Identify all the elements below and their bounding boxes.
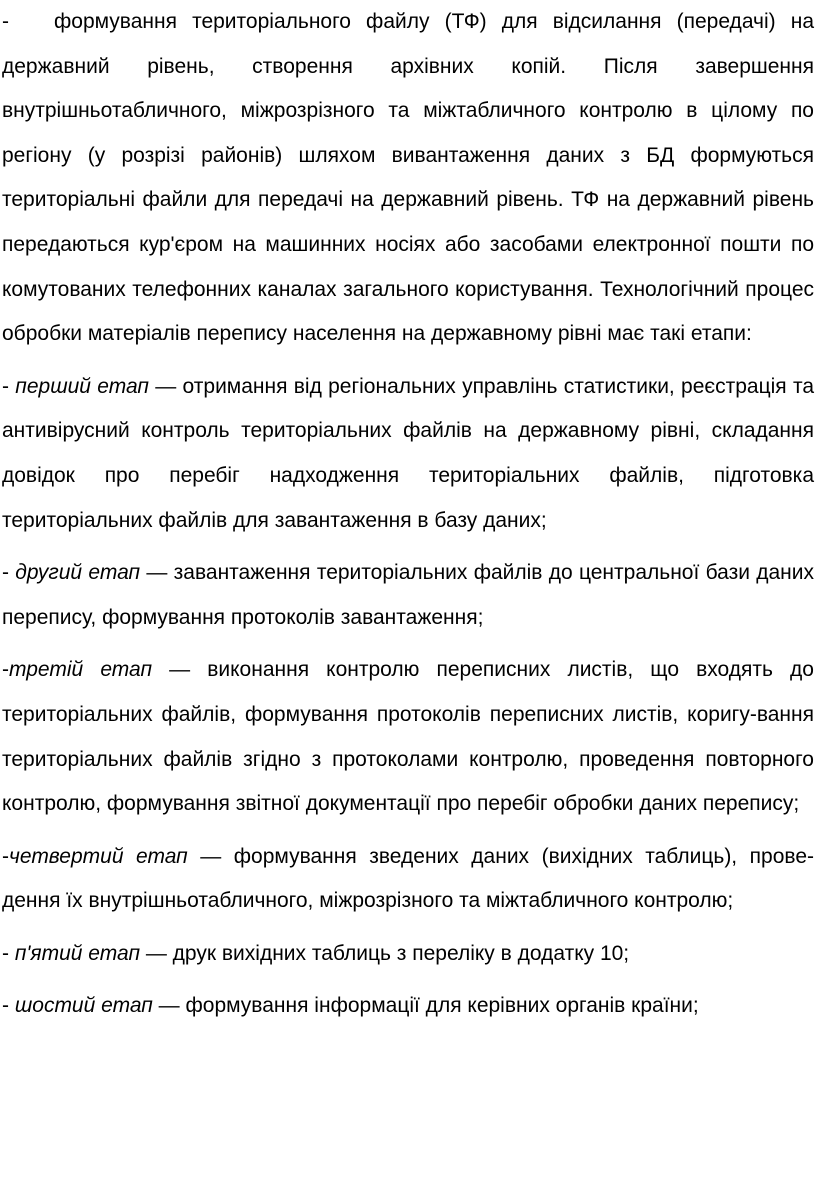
stage-item-3 [2,648,814,826]
stage-name: четвертий етап [9,844,188,868]
stage-text: — формування інформації для керівних органів країни; [152,994,699,1018]
stage-text: — отримання від регіональних управлінь статистики, реєстрація та антивірусний контроль територіальних файлів на державному рівні, складання довідок про перебіг надходження територіальних файлів, підготовка територіальних файлів для завантаження в базу даних; [2,374,815,532]
document-page [2,0,814,1029]
stage-item-4 [2,835,814,924]
stage-name: шостий етап [14,994,153,1018]
stage-name: перший етап [15,374,149,398]
stage-item-2 [2,551,814,640]
stage-prefix: - [2,941,15,965]
stage-text: — формування зведених даних (вихідних таблиць), прове-дення їх внутрішньотабличного, міжрозрізного та міжтабличного контролю; [2,844,814,913]
stage-text: — виконання контролю переписних листів, що входять до територіальних файлів, формування протоколів переписних листів, коригу-вання територіальних файлів згідно з протоколами контролю, проведення повторного контролю, формування звітної документації про перебіг обробки даних перепису; [2,658,814,816]
stage-name: другий етап [15,561,141,585]
stage-prefix: - [2,844,9,868]
stage-text: — друк вихідних таблиць з переліку в додатку 10; [140,941,630,965]
stage-prefix: - [2,561,16,585]
stage-item-5 [2,932,814,977]
stage-prefix: - [2,994,15,1018]
stage-name: третій етап [9,658,153,682]
stage-prefix: - [2,374,16,398]
stage-name: п'ятий етап [14,941,140,965]
list-dash: - [2,10,9,33]
stage-prefix: - [2,658,9,682]
intro-text: формування територіального файлу (ТФ) для відсилання (передачі) на державний рівень, створення архівних копій. Після завершення внутрішньотабличного, міжрозрізного та міжтабличного контролю в цілому по регіону (у розрізі районів) шляхом вивантаження даних з БД формуються територіальні файли для передачі на державний рівень. ТФ на державний рівень передаються кур'єром на машинних носіях або засобами електронної пошти по комутованих телефонних каналах загального користування. Технологічний процес обробки матеріалів перепису населення на державному рівні має такі етапи: [2,10,814,346]
stage-item-1 [2,365,814,543]
intro-paragraph [2,0,814,357]
stage-text: — завантаження територіальних файлів до центральної бази даних перепису, формування протоколів завантаження; [2,561,814,629]
stage-item-6 [2,984,814,1029]
